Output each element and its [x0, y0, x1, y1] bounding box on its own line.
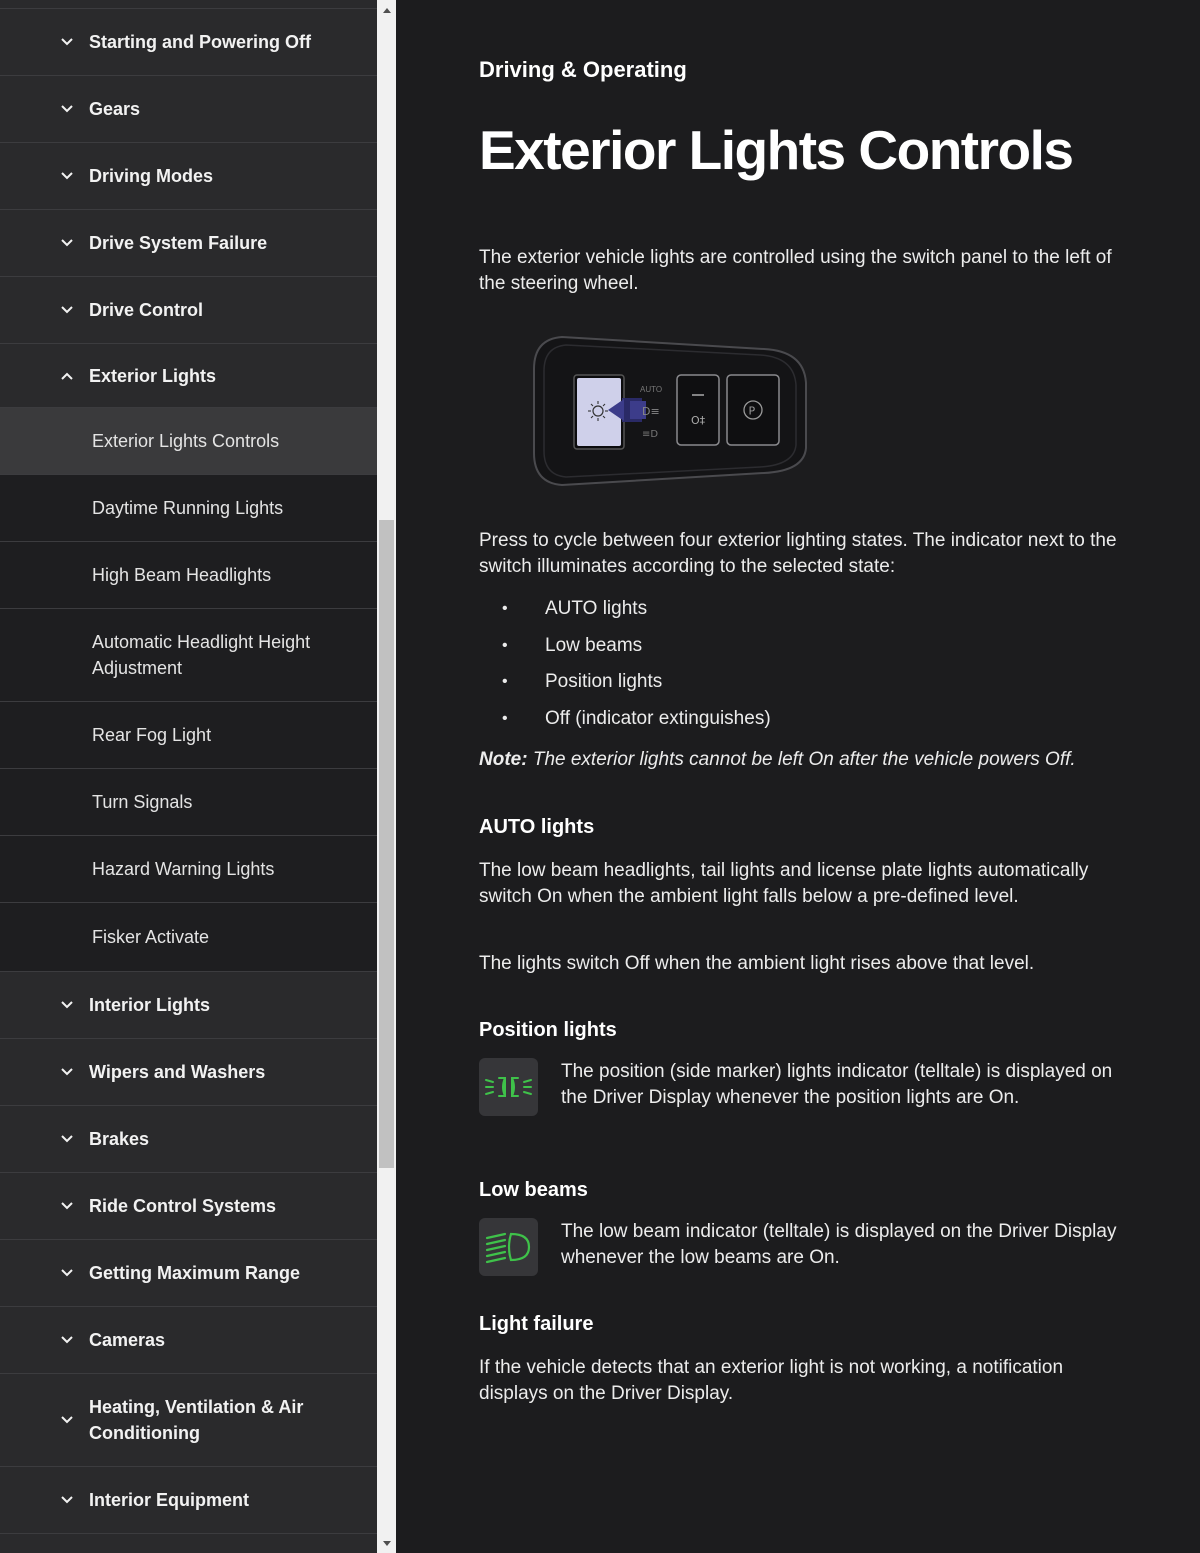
light-switch-panel-icon — [532, 333, 812, 488]
chevron-down-icon — [58, 1411, 76, 1429]
lighting-states-list — [502, 596, 1102, 742]
sidebar-item-exterior-lights[interactable] — [0, 343, 377, 407]
chevron-down-icon — [58, 1063, 76, 1081]
sidebar-item-rear-fog-light[interactable] — [0, 701, 377, 768]
svg-text:≡D: ≡D — [642, 429, 659, 440]
svg-text:P: P — [748, 404, 756, 418]
sidebar-item-label: Daytime Running Lights — [92, 498, 284, 518]
svg-text:O‡: O‡ — [691, 414, 706, 427]
sidebar-item-label: Heating, Ventilation & Air Conditioning — [89, 1397, 304, 1443]
auto-label: AUTO — [640, 385, 663, 394]
auto-lights-paragraph-2: The lights switch Off when the ambient light rises above that level. — [479, 953, 1035, 974]
sidebar-item-label: Hazard Warning Lights — [92, 859, 275, 879]
auto-lights-heading: AUTO lights — [479, 816, 595, 838]
sidebar-item-driving-modes[interactable] — [0, 142, 377, 209]
light-failure-paragraph: If the vehicle detects that an exterior light is not working, a notification displays on the Driver Display. — [479, 1357, 1064, 1404]
press-cycle-paragraph: Press to cycle between four exterior lighting states. The indicator next to the switch illuminates according to the selected state: — [479, 530, 1117, 577]
sidebar-item-label: Exterior Lights Controls — [92, 431, 280, 451]
sidebar-item-label: Wipers and Washers — [89, 1062, 266, 1082]
sidebar-item-label: Brakes — [89, 1129, 150, 1149]
chevron-down-icon — [58, 1264, 76, 1282]
light-failure-heading: Light failure — [479, 1313, 594, 1335]
sidebar-item-label: Exterior Lights — [89, 365, 217, 386]
scroll-up-arrow-icon — [383, 8, 391, 13]
chevron-up-icon — [58, 367, 76, 385]
main-content — [396, 0, 1200, 1553]
list-item: • Low beams — [502, 633, 1102, 670]
sidebar-item-label: Driving Modes — [89, 166, 214, 186]
sidebar-item-fisker-activate[interactable] — [0, 902, 377, 971]
sidebar-item-wipers-and-washers[interactable] — [0, 1038, 377, 1105]
chevron-down-icon — [58, 1130, 76, 1148]
chevron-down-icon — [58, 167, 76, 185]
sidebar-item-interior-lights[interactable] — [0, 971, 377, 1038]
sidebar-item-label: High Beam Headlights — [92, 565, 272, 585]
scrollbar-thumb[interactable] — [379, 520, 394, 1168]
sidebar-item-label: Gears — [89, 99, 141, 119]
sidebar-nav — [0, 0, 377, 1553]
position-lights-telltale-icon — [479, 1058, 538, 1116]
sidebar-item-high-beam-headlights[interactable] — [0, 541, 377, 608]
switch-panel-illustration — [532, 333, 812, 488]
chevron-down-icon — [58, 33, 76, 51]
chevron-down-icon — [58, 1331, 76, 1349]
scroll-up-button[interactable] — [377, 0, 396, 20]
sidebar-item-exterior-lights-controls[interactable] — [0, 407, 377, 474]
svg-text:D≡: D≡ — [642, 405, 660, 418]
sidebar-scrollbar[interactable] — [377, 0, 396, 1553]
low-beam-telltale-icon — [479, 1218, 538, 1276]
page-title: Exterior Lights Controls — [479, 119, 1073, 181]
intro-paragraph: The exterior vehicle lights are controlled using the switch panel to the left of the steering wheel. — [479, 247, 1112, 294]
section-kicker: Driving & Operating — [479, 57, 687, 82]
sidebar-item-heating-ventilation-air-conditioning[interactable] — [0, 1373, 377, 1466]
note-text: The exterior lights cannot be left On after the vehicle powers Off. — [527, 749, 1076, 770]
sidebar-item-label: Interior Lights — [89, 995, 210, 1015]
sidebar-item-gears[interactable] — [0, 75, 377, 142]
list-item: • Off (indicator extinguishes) — [502, 706, 1102, 743]
sidebar-item-label: Getting Maximum Range — [89, 1263, 301, 1283]
sidebar-item-label: Drive System Failure — [89, 233, 268, 253]
sidebar-item-automatic-headlight-height-adjustment[interactable] — [0, 608, 377, 701]
sidebar-item-ride-control-systems[interactable] — [0, 1172, 377, 1239]
low-beams-heading: Low beams — [479, 1179, 588, 1201]
sidebar-item-daytime-running-lights[interactable] — [0, 474, 377, 541]
sidebar-item-label: Automatic Headlight Height Adjustment — [92, 632, 311, 678]
low-beams-paragraph: The low beam indicator (telltale) is displayed on the Driver Display whenever the low beams are On. — [561, 1221, 1117, 1268]
position-lights-paragraph: The position (side marker) lights indicator (telltale) is displayed on the Driver Display whenever the position lights are On. — [561, 1061, 1113, 1108]
sidebar-item-getting-maximum-range[interactable] — [0, 1239, 377, 1306]
position-lights-heading: Position lights — [479, 1019, 617, 1041]
sidebar-item-label: Rear Fog Light — [92, 725, 212, 745]
scroll-down-button[interactable] — [377, 1533, 396, 1553]
chevron-down-icon — [58, 301, 76, 319]
sidebar-item-label: Interior Equipment — [89, 1490, 250, 1510]
sidebar-item-label: Starting and Powering Off — [89, 32, 312, 52]
list-item: • AUTO lights — [502, 596, 1102, 633]
sidebar-item-label: Drive Control — [89, 300, 204, 320]
sidebar-item-brakes[interactable] — [0, 1105, 377, 1172]
sidebar-item-hazard-warning-lights[interactable] — [0, 835, 377, 902]
sidebar-item-interior-equipment[interactable] — [0, 1466, 377, 1533]
chevron-down-icon — [58, 996, 76, 1014]
sidebar-item-drive-system-failure[interactable] — [0, 209, 377, 276]
sidebar-item-label: Turn Signals — [92, 792, 193, 812]
chevron-down-icon — [58, 234, 76, 252]
note-label: Note: — [479, 749, 528, 770]
sidebar-item-cameras[interactable] — [0, 1306, 377, 1373]
scroll-down-arrow-icon — [383, 1541, 391, 1546]
sidebar-item-drive-control[interactable] — [0, 276, 377, 343]
sidebar-item-label: Ride Control Systems — [89, 1196, 277, 1216]
chevron-down-icon — [58, 1491, 76, 1509]
sidebar-item-more[interactable] — [0, 1533, 377, 1553]
note-paragraph — [479, 747, 1129, 773]
sidebar-item-label: Fisker Activate — [92, 927, 210, 947]
sidebar-item-starting-and-powering-off[interactable] — [0, 8, 377, 75]
chevron-down-icon — [58, 100, 76, 118]
list-item: • Position lights — [502, 669, 1102, 706]
sidebar-item-label: Cameras — [89, 1330, 166, 1350]
chevron-down-icon — [58, 1197, 76, 1215]
sidebar-item-turn-signals[interactable] — [0, 768, 377, 835]
auto-lights-paragraph-1: The low beam headlights, tail lights and license plate lights automatically switch On when the ambient light falls below a pre-defined level. — [479, 860, 1089, 907]
sidebar-list — [0, 8, 377, 1553]
